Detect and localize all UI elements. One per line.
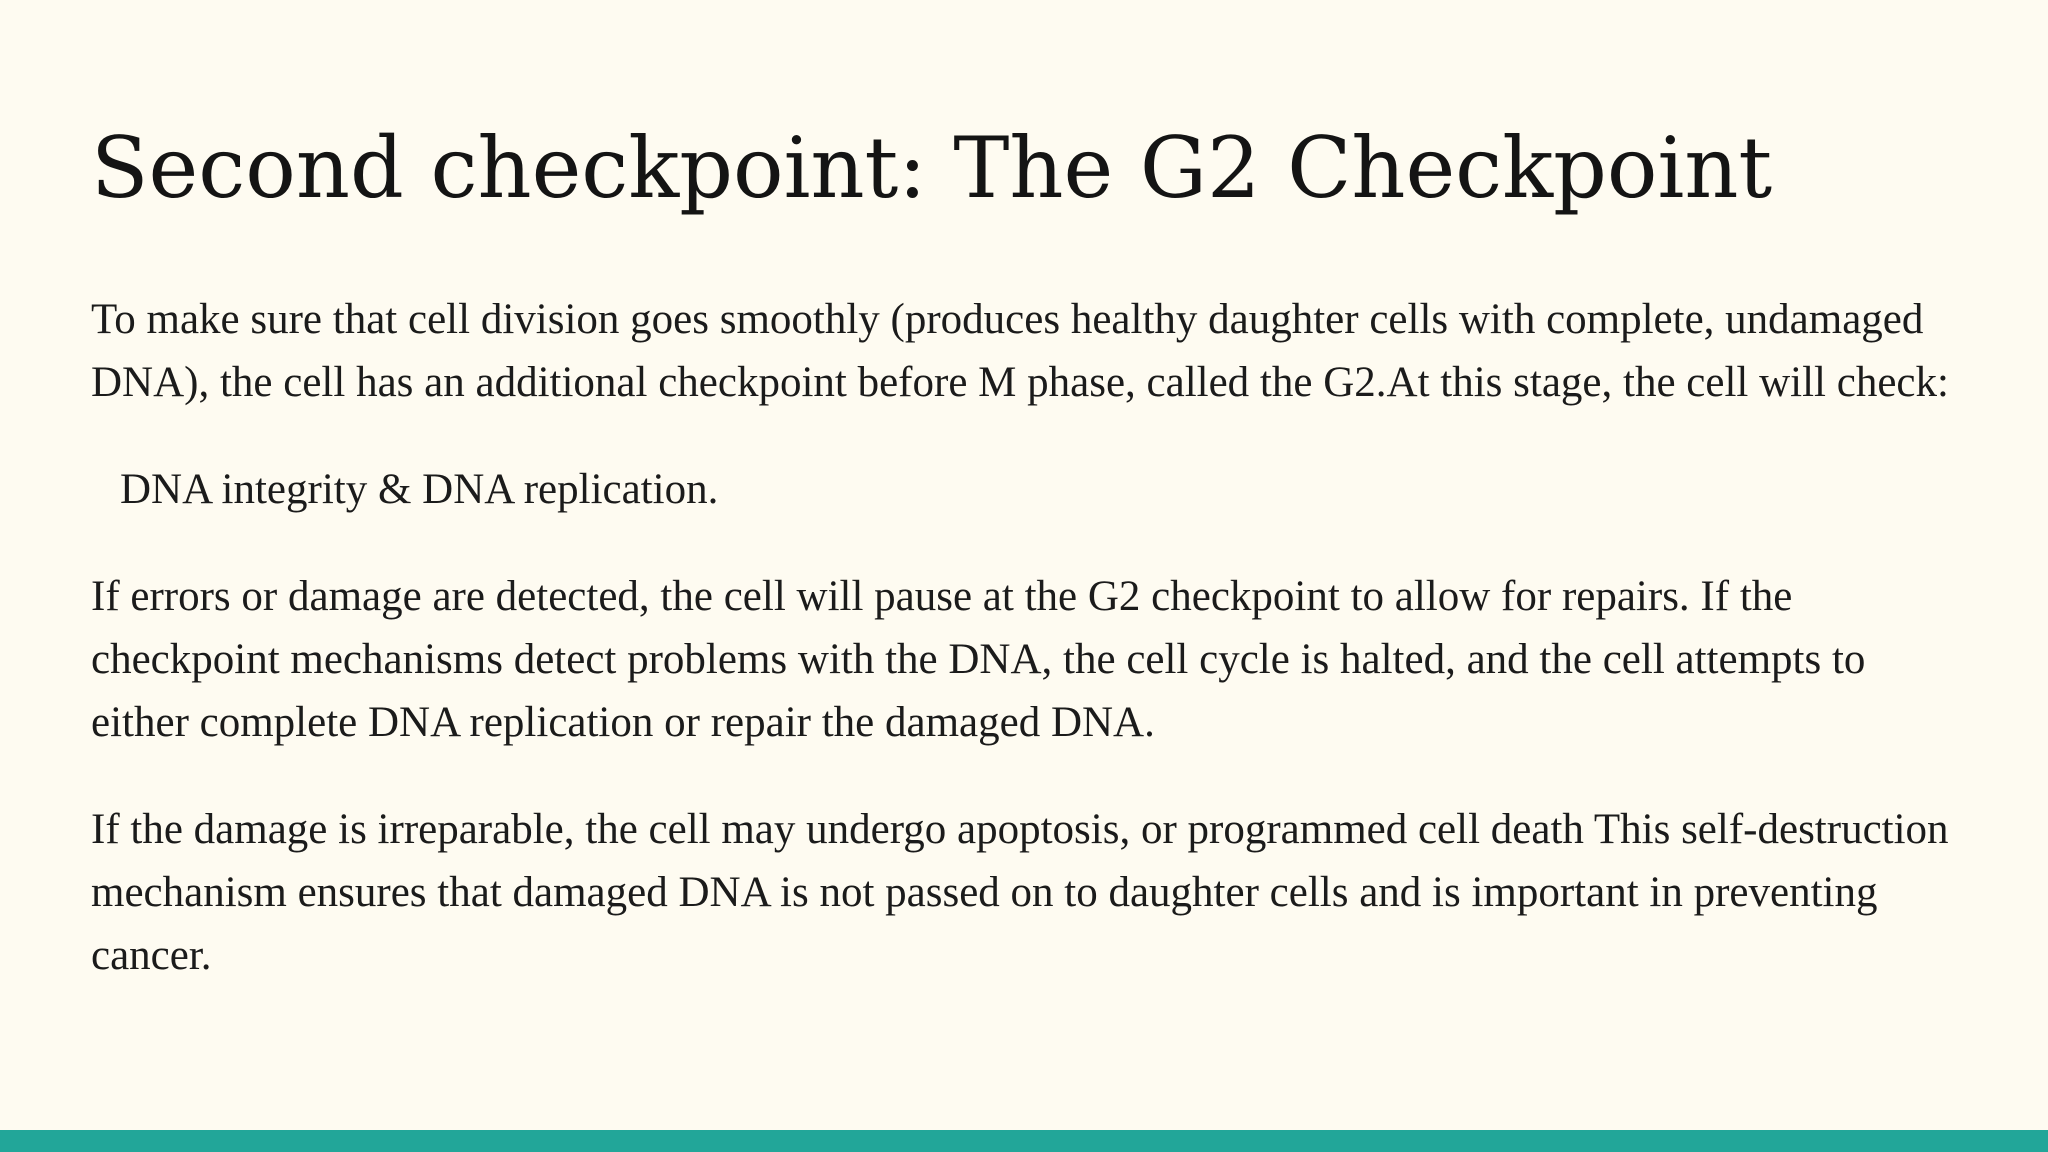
apoptosis-paragraph: If the damage is irreparable, the cell may undergo apoptosis, or programmed cell death This self-destruction mechanism ensures that damaged DNA is not passed on to daughter cells and is important in preventing cancer. — [91, 806, 1949, 979]
slide-body — [91, 288, 1971, 1031]
intro-paragraph: To make sure that cell division goes smoothly (produces healthy daughter cells with complete, undamaged DNA), the cell has an additional checkpoint before M phase, called the G2.At this stage, the cell will check: — [91, 296, 1949, 406]
slide-title: Second checkpoint: The G2 Checkpoint — [91, 119, 1773, 217]
errors-paragraph: If errors or damage are detected, the cell will pause at the G2 checkpoint to allow for repairs. If the checkpoint mechanisms detect problems with the DNA, the cell cycle is halted, and the cell attempts to either complete DNA replication or repair the damaged DNA. — [91, 573, 1866, 746]
check-item: DNA integrity & DNA replication. — [120, 466, 719, 513]
accent-bar — [0, 1130, 2048, 1152]
